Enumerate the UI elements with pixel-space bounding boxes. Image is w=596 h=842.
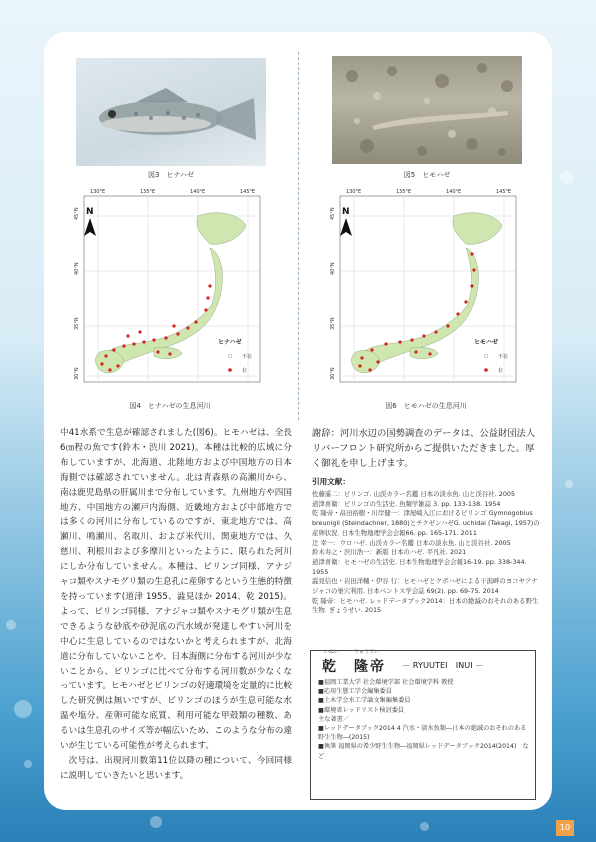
hinahaze-distribution-map [70, 186, 270, 384]
fig4-caption: 図4 ヒナハゼの生息河川 [129, 402, 211, 410]
references-title: 引用文献： [312, 477, 350, 486]
lon-label-140: 140°E [446, 189, 462, 195]
author-name: 乾 隆帝 [322, 659, 386, 675]
background-bubble [420, 822, 429, 831]
lat-labels [74, 207, 80, 380]
acknowledgements: 謝辞：河川水辺の国勢調査のデータは、公益財団法人 リバーフロント研究所からご提供いただきました。厚く御礼を申し上げます。 [312, 428, 536, 469]
hinahaze-photo [76, 58, 266, 166]
author-line: ■環境省レッドリスト検討委員 [318, 706, 405, 714]
background-bubble [560, 170, 574, 184]
lat-label-35: 35°N [74, 317, 80, 330]
fig3-caption: 図3 ヒナハゼ [147, 171, 195, 179]
author-line: ■応用生態工学会編集委員 [318, 688, 392, 696]
author-ruby-family: いぬい [324, 649, 340, 655]
lat-label-30: 30°N [74, 367, 80, 380]
body-paragraph: 中41水系で生息が確認されました(図6)。ヒモハゼは、全長6㎝程の魚です(鈴木・渋川 2021)。本種は比較的広域に分布していますが、北海道、北陸地方および中国地方の日本海側では確認されていません。北は青森県の高瀬川から、南は鹿児島県の肝属川まで分布しています。九州地方や四国地方、中国地方の瀬戸内海側、近畿地方および中部地方では多くの河川に分布しているのですが、東北地方では、高瀬川、鳴瀬川、名取川、および米代川、関東地方では、久慈川、利根川および多摩川といったように、限られた河川にしか分布していません。本種は、ビリンゴ同様、アナジャコ類やスナモグリ類の生息孔に産卵するという生態的特徴を持っています(道津 1955、澁見ほか 2014、乾 2015)。よって、ビリンゴ同様、アナジャコ類やスナモグリ類が生息できるような砂底や砂泥底の汽水域が発達しやすい河川を中心に生息しているのではないかと考えられますが、北海道に分布していないことや、日本海側に分布する河川が少ないことから、ビリンゴに比べて分布する河川数が少なくなっています。ヒモハゼとビリンゴの好適環境を定量的に比較した研究例は無いですが、ビリンゴのほうが生息可能な水温や塩分、産卵可能な底質、利用可能な甲殻類の種数、あるいは生息孔のサイズ等が幅広いため、このような分布の違いが生じている可能性が考えられます。 [60, 428, 292, 752]
lat-label-30: 30°N [330, 367, 336, 380]
author-name-roman: － RYUUTEI INUI － [402, 660, 484, 670]
article-body [60, 426, 292, 784]
reference-item: 澁見信也・岩田洋輔・伊谷 行：ヒモハゼとクボハゼによる干潟畔のヨコヤアナジャコの巣穴利用. 日本ベントス学会誌 69(2). pp. 69-75. 2014 [312, 577, 538, 596]
map2-species-label: ヒモハゼ [474, 339, 499, 346]
lon-labels [346, 189, 511, 195]
background-bubble [6, 620, 16, 630]
background-bubble [150, 816, 162, 828]
author-line: 主な著書／ [318, 715, 349, 723]
lat-label-40: 40°N [74, 262, 80, 275]
reference-item: 乾 隆帝：ヒモハゼ. レッドデータブック2014：日本の絶滅のおそれのある野生生物. ぎょうせい. 2015 [312, 596, 539, 615]
map1-legend-present: 在 [242, 368, 248, 374]
map2-legend-absent: 不在 [498, 354, 509, 360]
north-label: N [86, 207, 94, 217]
page-number: 10 [556, 820, 574, 836]
column-divider [298, 52, 299, 420]
himohaze-distribution-map [326, 186, 526, 384]
lon-label-145: 145°E [240, 189, 256, 195]
lat-labels [330, 207, 336, 380]
fig6-caption: 図6 ヒモハゼの生息河川 [385, 402, 467, 410]
author-ruby-given: りゅうてい [354, 649, 380, 655]
reference-item: 鈴木寿之・渋川浩一：新版 日本のハゼ. 平凡社. 2021 [312, 548, 467, 557]
fig5-caption: 図5 ヒモハゼ [403, 171, 451, 179]
lon-label-130: 130°E [346, 189, 362, 195]
north-label: N [342, 207, 350, 217]
lon-label-140: 140°E [190, 189, 206, 195]
reference-item: 道津喜衛：ヒモハゼの生活史. 日本生物地理学会会報16-19. pp. 338-344. 1955 [312, 557, 527, 576]
body-paragraph: 次号は、出現河川数第11位以降の種について、今回同様に説明していきたいと思います。 [60, 755, 292, 781]
map1-species-label: ヒナハゼ [218, 339, 242, 346]
map1-legend-absent: 不在 [242, 354, 253, 360]
lat-label-45: 45°N [330, 207, 336, 220]
author-line: ■レッドデータブック2014 4 汽水・淡水魚類―日本の絶滅のおそれのある野生生物―(2015) [318, 725, 527, 742]
reference-item: 佐藤遥二：ビリンゴ. 山渓カラー名鑑 日本の淡水魚. 山と渓谷社. 2005 [312, 490, 516, 498]
background-bubble [565, 480, 573, 488]
lon-label-135: 135°E [140, 189, 156, 195]
background-bubble [24, 760, 32, 768]
reference-item: 辻 幸一：ウロハゼ. 山渓カラー名鑑 日本の淡水魚. 山と渓谷社. 2005 [312, 538, 511, 547]
author-line: ■福岡工業大学 社会環境学部 社会環境学科 教授 [318, 679, 454, 686]
background-bubble [14, 700, 32, 718]
map2-legend-present: 在 [498, 368, 504, 374]
author-credentials [318, 678, 532, 761]
lon-label-135: 135°E [396, 189, 412, 195]
reference-item: 道津喜衛：ビリンゴの生活史. 魚類学雑誌 3. pp. 133-138. 1954 [312, 499, 501, 508]
references-list [312, 490, 540, 616]
lon-label-145: 145°E [496, 189, 512, 195]
lon-labels [90, 189, 255, 195]
lon-label-130: 130°E [90, 189, 106, 195]
author-line: ■執筆 福岡県の希少野生生物―福岡県レッドデータブック2014(2014) など [318, 743, 529, 760]
lat-label-45: 45°N [74, 207, 80, 220]
author-line: ■土木学会水工学論文集編集委員 [318, 697, 411, 705]
lat-label-35: 35°N [330, 317, 336, 330]
reference-item: 乾 隆帝・畠田裕樹・川岸健一：津屋崎入江におけるビリンゴ Gymnogobius breunigii (Steindachner, 1880)とチクゼンハゼG. uchidai (Takagi, 1957)の産卵状況. 日本生物地理学会会報66. pp. 165-171. 2011 [312, 509, 540, 537]
lat-label-40: 40°N [330, 262, 336, 275]
himohaze-photo [332, 56, 522, 164]
